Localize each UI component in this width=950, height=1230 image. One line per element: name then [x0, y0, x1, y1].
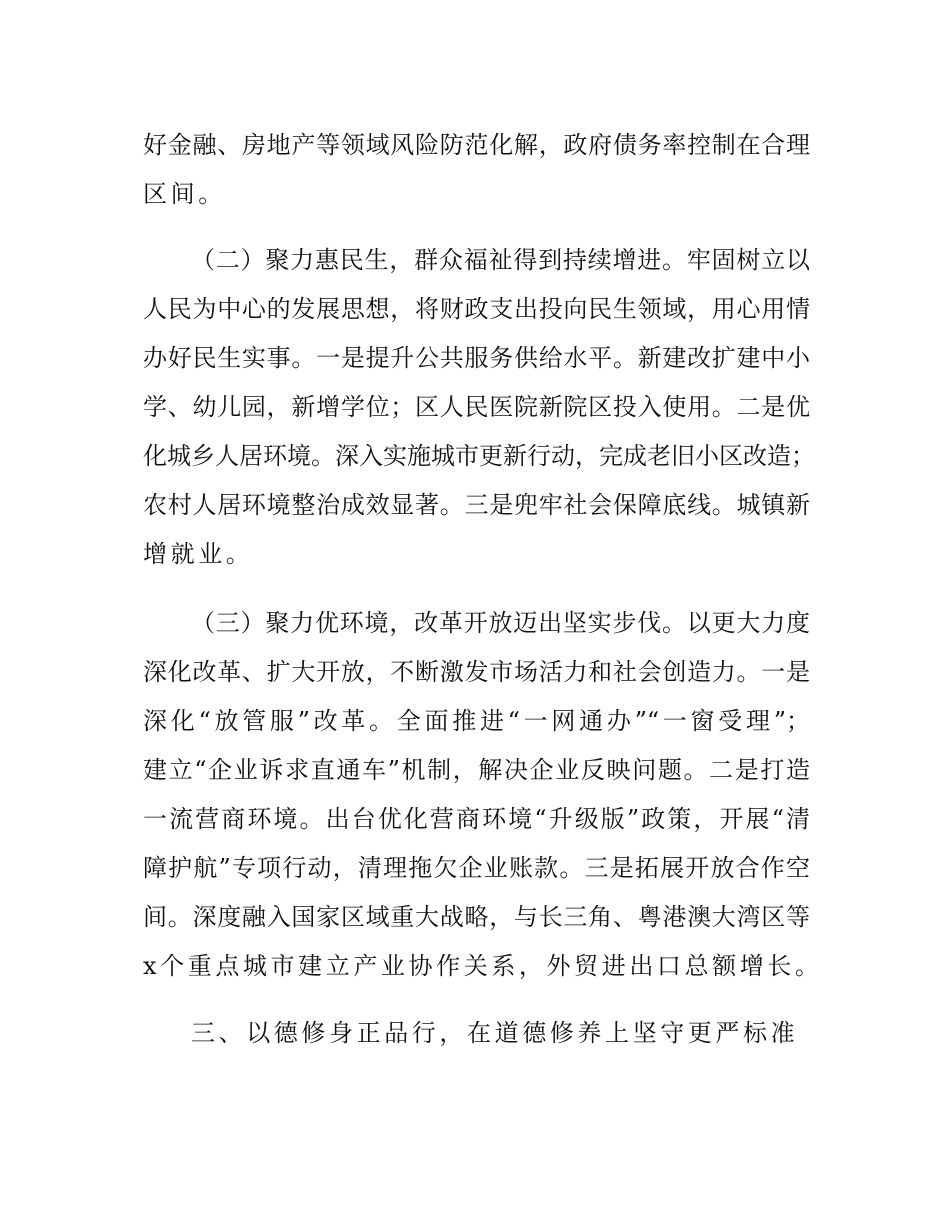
- text-line: 学、幼儿园，新增学位；区人民医院新院区投入使用。二是优: [143, 393, 810, 421]
- text-line: 办好民生实事。一是提升公共服务供给水平。新建改扩建中小: [143, 344, 810, 372]
- text-line: 化城乡人居环境。深入实施城市更新行动，完成老旧小区改造；: [143, 442, 815, 470]
- text-line: 好金融、房地产等领域风险防范化解，政府债务率控制在合理: [143, 131, 810, 159]
- text-line: 深化“放管服”改革。全面推进“一网通办”“一窗受理”；: [143, 707, 810, 735]
- text-line: 障护航”专项行动，清理拖欠企业账款。三是拓展开放合作空: [143, 854, 810, 882]
- text-line: 人民为中心的发展思想，将财政支出投向民生领域，用心用情: [143, 295, 810, 323]
- section-heading: [143, 1009, 810, 1058]
- paragraph-3: [143, 599, 823, 991]
- text-line: （三）聚力优环境，改革开放迈出坚实步伐。以更大力度: [191, 609, 810, 637]
- text-line: （二）聚力惠民生，群众福祉得到持续增进。牢固树立以: [191, 246, 810, 274]
- text-line: 深化改革、扩大开放，不断激发市场活力和社会创造力。一是: [143, 658, 810, 686]
- text-line: 农村人居环境整治成效显著。三是兜牢社会保障底线。城镇新: [143, 491, 810, 519]
- heading-text: 三、以德修身正品行，在道德修养上坚守更严标准: [191, 1019, 799, 1047]
- text-line: 间。深度融入国家区域重大战略，与长三角、粤港澳大湾区等: [143, 903, 810, 931]
- paragraph-1: [143, 121, 810, 219]
- text-line: 区间。: [143, 180, 226, 208]
- text-line: 一流营商环境。出台优化营商环境“升级版”政策，开展“清: [143, 805, 810, 833]
- text-line: 增就业。: [143, 540, 254, 568]
- paragraph-2: [143, 236, 815, 579]
- text-line: x个重点城市建立产业协作关系，外贸进出口总额增长。: [143, 952, 823, 980]
- text-line: 建立“企业诉求直通车”机制，解决企业反映问题。二是打造: [143, 756, 810, 784]
